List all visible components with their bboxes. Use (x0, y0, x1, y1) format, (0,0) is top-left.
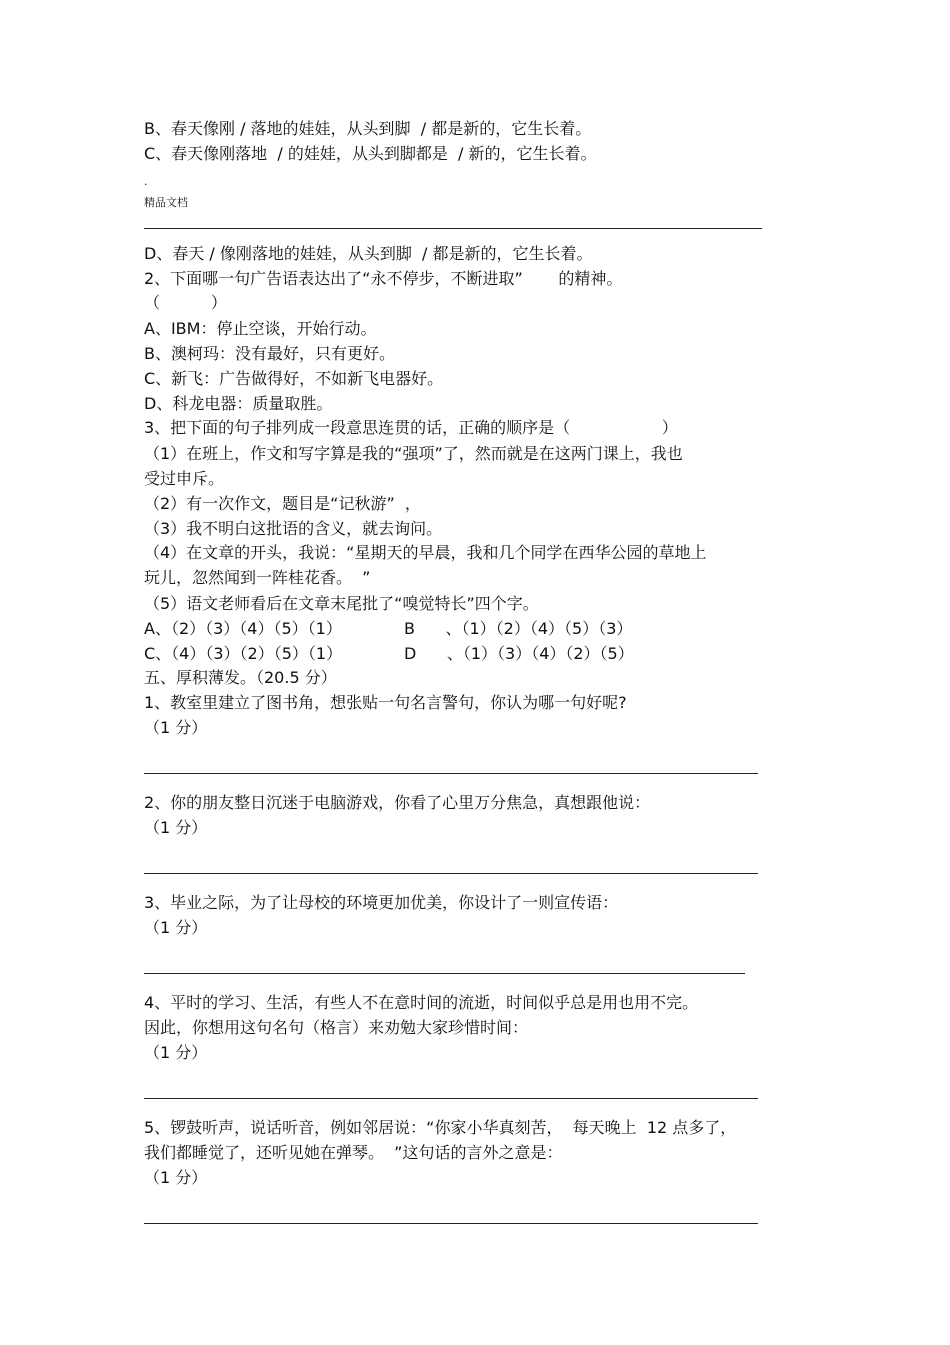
question-3-sentence: （5）语文老师看后在文章末尾批了“嗅觉特长”四个字。 (144, 594, 539, 613)
option-c-line: C、春天像刚落地 / 的娃娃，从头到脚都是 / 新的，它生长着。 (144, 144, 597, 163)
question-3-sentence: 玩儿，忽然闻到一阵桂花香。 ” (144, 568, 371, 587)
header-label: 精品文档 (144, 196, 188, 209)
s5-q5-score: （1 分） (144, 1168, 208, 1187)
s5-q5-text: 5、锣鼓听声，说话听音，例如邻居说：“你家小华真刻苦， 每天晚上 12 点多了， (144, 1118, 737, 1137)
question-3-answer-c: C、（4）（3）（2）（5）（1） (144, 644, 343, 663)
section-5-title: 五、厚积薄发。（20.5 分） (144, 668, 337, 687)
header-divider (144, 228, 762, 229)
s5-q2-score: （1 分） (144, 818, 208, 837)
question-3-sentence: （3）我不明白这批语的含义，就去询问。 (144, 519, 443, 538)
s5-q2-text: 2、你的朋友整日沉迷于电脑游戏，你看了心里万分焦急，真想跟他说： (144, 793, 651, 812)
option-d-line: D、春天 / 像刚落地的娃娃，从头到脚 / 都是新的，它生长着。 (144, 244, 593, 263)
s5-q1-score: （1 分） (144, 718, 208, 737)
s5-q4-score: （1 分） (144, 1043, 208, 1062)
question-2-answer-paren: （ ） (144, 293, 227, 312)
question-2-option-c: C、新飞：广告做得好，不如新飞电器好。 (144, 369, 444, 388)
question-3-sentence: 受过申斥。 (144, 469, 225, 488)
s5-q3-answer-line[interactable] (144, 973, 745, 974)
question-2-stem: 2、下面哪一句广告语表达出了“永不停步，不断进取” 的精神。 (144, 269, 623, 288)
header-dot: . (144, 175, 148, 188)
question-3-answer-b: B 、（1）（2）（4）（5）（3） (404, 619, 633, 638)
question-3-stem: 3、把下面的句子排列成一段意思连贯的话，正确的顺序是（ ） (144, 418, 678, 437)
question-3-sentence: （1）在班上，作文和写字算是我的“强项”了，然而就是在这两门课上，我也 (144, 444, 683, 463)
question-2-option-b: B、澳柯玛：没有最好，只有更好。 (144, 344, 395, 363)
s5-q3-text: 3、毕业之际，为了让母校的环境更加优美，你设计了一则宣传语： (144, 893, 619, 912)
s5-q4-text: 4、平时的学习、生活，有些人不在意时间的流逝，时间似乎总是用也用不完。 (144, 993, 699, 1012)
s5-q5-text: 我们都睡觉了，还听见她在弹琴。 ”这句话的言外之意是： (144, 1143, 563, 1162)
s5-q1-text: 1、教室里建立了图书角，想张贴一句名言警句，你认为哪一句好呢? (144, 693, 627, 712)
question-3-answer-a: A、（2）（3）（4）（5）（1） (144, 619, 342, 638)
option-b-line: B、春天像刚 / 落地的娃娃，从头到脚 / 都是新的，它生长着。 (144, 119, 592, 138)
s5-q2-answer-line[interactable] (144, 873, 758, 874)
question-3-sentence: （2）有一次作文，题目是“记秋游” ， (144, 494, 421, 513)
question-3-answer-d: D 、（1）（3）（4）（2）（5） (404, 644, 634, 663)
question-2-option-a: A、IBM：停止空谈，开始行动。 (144, 319, 377, 338)
question-2-option-d: D、科龙电器：质量取胜。 (144, 394, 333, 413)
s5-q1-answer-line[interactable] (144, 773, 758, 774)
s5-q4-answer-line[interactable] (144, 1098, 758, 1099)
s5-q3-score: （1 分） (144, 918, 208, 937)
s5-q4-text: 因此，你想用这句名句（格言）来劝勉大家珍惜时间： (144, 1018, 529, 1037)
question-3-sentence: （4）在文章的开头，我说：“星期天的早晨，我和几个同学在西华公园的草地上 (144, 543, 707, 562)
s5-q5-answer-line[interactable] (144, 1223, 758, 1224)
